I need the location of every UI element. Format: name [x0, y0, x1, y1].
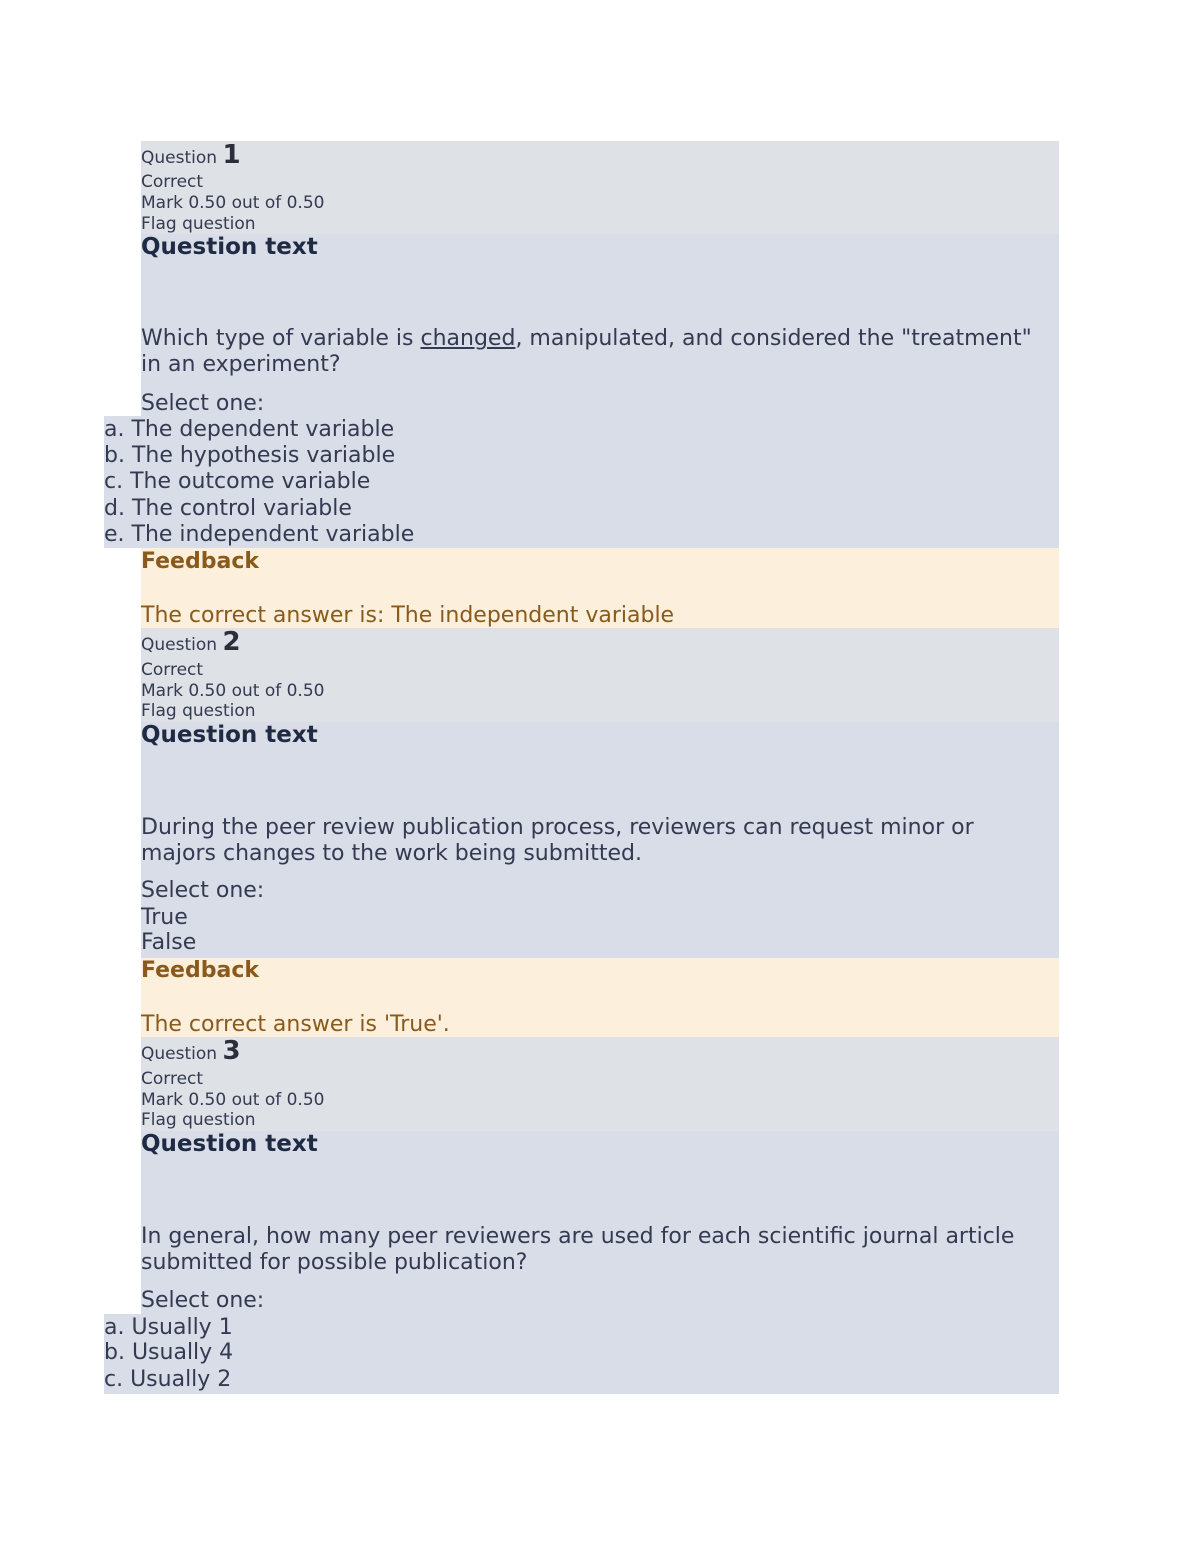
- option-c[interactable]: c. The outcome variable: [104, 469, 371, 494]
- question-2-heading: Question text: [141, 722, 318, 748]
- feedback-heading: Feedback: [141, 958, 259, 983]
- question-1-heading: Question text: [141, 234, 318, 260]
- question-3-state: Correct: [141, 1069, 204, 1089]
- question-1-flag-button[interactable]: Flag question: [141, 214, 256, 234]
- question-1-text: Which type of variable is changed, manipulated, and considered the "treatment" in an experiment?: [141, 326, 1032, 377]
- question-1-state: Correct: [141, 172, 204, 192]
- question-3-mark: Mark 0.50 out of 0.50: [141, 1090, 325, 1110]
- question-3-number-line: [141, 1036, 241, 1066]
- feedback-heading: Feedback: [141, 549, 259, 574]
- question-2-info: [141, 628, 1059, 722]
- option-a[interactable]: a. The dependent variable: [104, 417, 395, 442]
- question-3-text: In general, how many peer reviewers are used for each scientific journal article submitted for possible publication?: [141, 1224, 1015, 1275]
- question-3-flag-button[interactable]: Flag question: [141, 1110, 256, 1130]
- question-3-info: [141, 1037, 1059, 1131]
- question-number: 3: [222, 1036, 241, 1066]
- question-number: 1: [222, 140, 241, 170]
- question-label: Question: [141, 148, 218, 168]
- option-d[interactable]: d. The control variable: [104, 496, 352, 521]
- feedback-text: The correct answer is: The independent variable: [141, 603, 675, 628]
- option-e[interactable]: e. The independent variable: [104, 522, 415, 547]
- question-1-number-line: [141, 140, 241, 170]
- question-1-text-block: [141, 234, 1059, 416]
- question-2-state: Correct: [141, 660, 204, 680]
- option-b[interactable]: b. Usually 4: [104, 1340, 234, 1365]
- question-3-heading: Question text: [141, 1131, 318, 1157]
- question-2-flag-button[interactable]: Flag question: [141, 701, 256, 721]
- question-label: Question: [141, 635, 218, 655]
- feedback-text: The correct answer is 'True'.: [141, 1012, 450, 1037]
- option-a[interactable]: a. Usually 1: [104, 1315, 233, 1340]
- question-1-mark: Mark 0.50 out of 0.50: [141, 193, 325, 213]
- question-number: 2: [222, 627, 241, 657]
- option-false[interactable]: False: [141, 930, 197, 955]
- question-3-prompt: Select one:: [141, 1288, 265, 1313]
- question-2-prompt: Select one:: [141, 878, 265, 903]
- question-label: Question: [141, 1044, 218, 1064]
- question-3-options: [104, 1314, 1059, 1394]
- question-3-text-block: [141, 1131, 1059, 1314]
- option-c[interactable]: c. Usually 2: [104, 1367, 232, 1392]
- question-1-info: [141, 141, 1059, 234]
- question-2-mark: Mark 0.50 out of 0.50: [141, 681, 325, 701]
- question-1-prompt: Select one:: [141, 391, 265, 416]
- option-b[interactable]: b. The hypothesis variable: [104, 443, 396, 468]
- underlined-word: changed: [420, 326, 516, 351]
- option-true[interactable]: True: [141, 905, 188, 930]
- question-2-number-line: [141, 627, 241, 657]
- question-2-text: During the peer review publication process, reviewers can request minor or majors changes to the work being submitted.: [141, 815, 974, 866]
